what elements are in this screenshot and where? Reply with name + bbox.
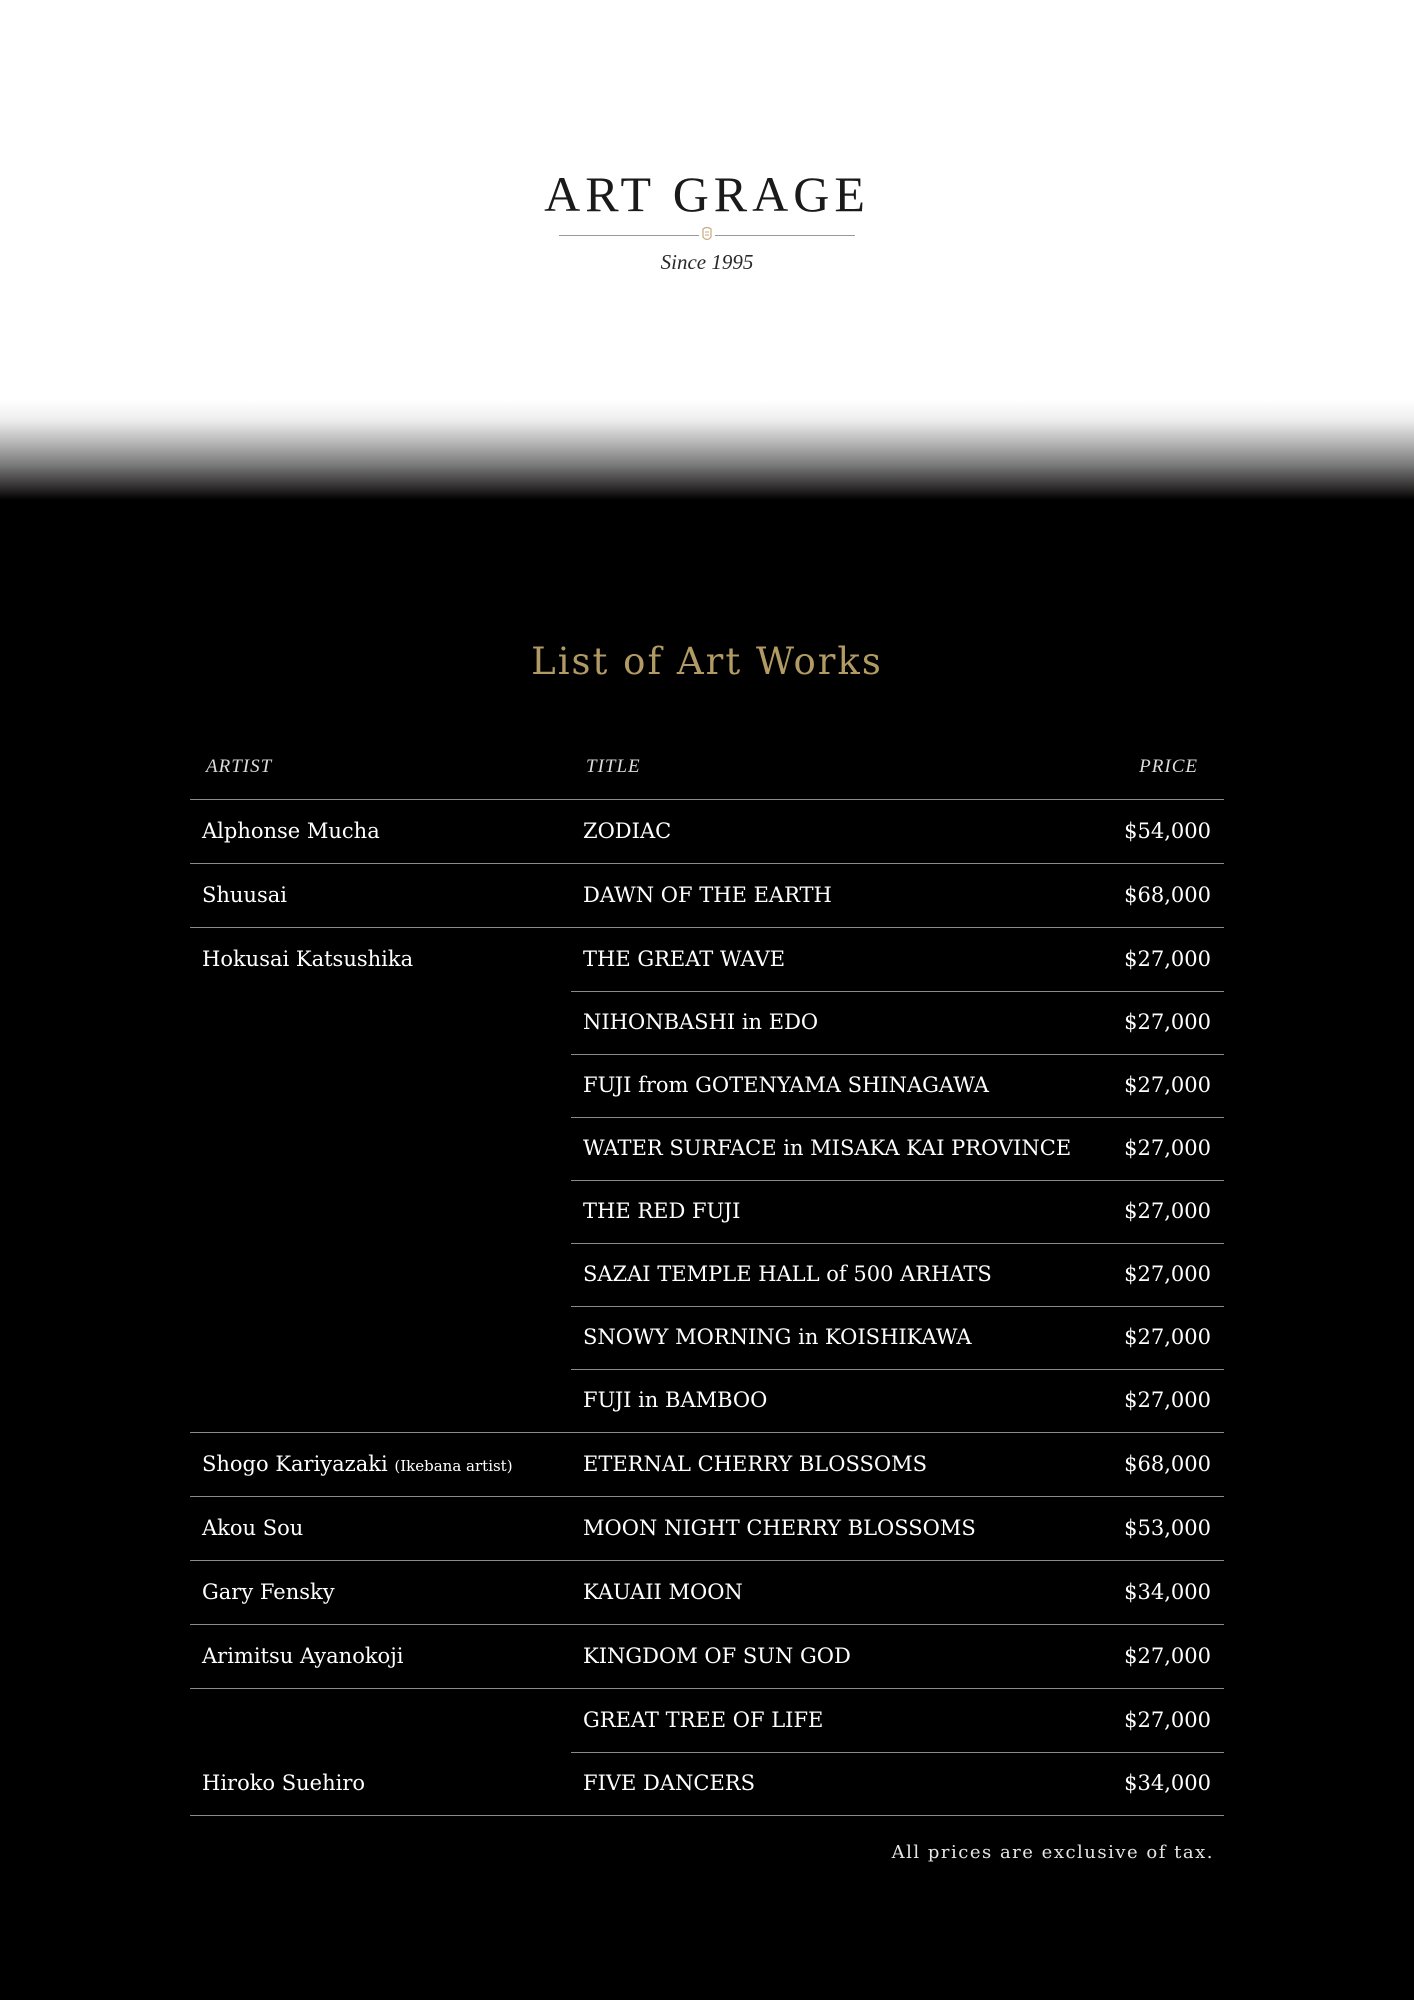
artist-name: Hiroko Suehiro: [202, 1771, 366, 1795]
title-cell: SNOWY MORNING in KOISHIKAWA: [583, 1325, 972, 1349]
title-cell: ZODIAC: [583, 819, 672, 843]
price-cell: $34,000: [1124, 1580, 1211, 1604]
table-row: [190, 1561, 1224, 1625]
table-row: [190, 1054, 1224, 1117]
header-band: [0, 0, 1414, 500]
title-cell: MOON NIGHT CHERRY BLOSSOMS: [583, 1516, 976, 1540]
title-cell: THE GREAT WAVE: [583, 947, 786, 971]
table-body: [190, 800, 1224, 1816]
table-header: [190, 740, 1224, 800]
title-cell: DAWN OF THE EARTH: [583, 883, 832, 907]
artist-cell: [202, 1497, 303, 1560]
table-row: [190, 1369, 1224, 1433]
table-row: [190, 864, 1224, 928]
table-row: [190, 991, 1224, 1054]
artist-name: Shogo Kariyazaki: [202, 1452, 388, 1476]
artist-cell: [202, 864, 287, 927]
price-cell: $27,000: [1124, 1262, 1211, 1286]
page-title: List of Art Works: [531, 640, 883, 683]
price-cell: $27,000: [1124, 947, 1211, 971]
logo-divider: [559, 222, 855, 244]
title-cell: KINGDOM OF SUN GOD: [583, 1644, 851, 1668]
logo-since: Since 1995: [660, 250, 754, 274]
logo-name: ART GRAGE: [544, 166, 870, 222]
column-header-artist: ARTIST: [206, 756, 273, 777]
table-row: [190, 1497, 1224, 1561]
artist-cell: [202, 1625, 403, 1688]
title-cell: GREAT TREE OF LIFE: [583, 1708, 824, 1732]
table-row: [190, 928, 1224, 991]
artworks-table: [190, 740, 1224, 1816]
artist-name: Gary Fensky: [202, 1580, 335, 1604]
price-cell: $27,000: [1124, 1010, 1211, 1034]
price-cell: $34,000: [1124, 1771, 1211, 1795]
title-cell: NIHONBASHI in EDO: [583, 1010, 819, 1034]
column-header-title: TITLE: [586, 756, 641, 777]
table-row: [190, 1625, 1224, 1689]
price-cell: $27,000: [1124, 1073, 1211, 1097]
artist-note: (Ikebana artist): [394, 1457, 513, 1475]
price-cell: $27,000: [1124, 1388, 1211, 1412]
tax-note: All prices are exclusive of tax.: [891, 1842, 1214, 1863]
title-cell: SAZAI TEMPLE HALL of 500 ARHATS: [583, 1262, 992, 1286]
artist-cell: [202, 928, 413, 991]
title-cell: ETERNAL CHERRY BLOSSOMS: [583, 1452, 927, 1476]
table-row: [190, 1180, 1224, 1243]
logo: [0, 168, 1414, 275]
table-row: [190, 1243, 1224, 1306]
title-cell: KAUAII MOON: [583, 1580, 743, 1604]
artist-name: Shuusai: [202, 883, 287, 907]
artist-cell: [202, 800, 380, 863]
artist-name: Akou Sou: [202, 1516, 304, 1540]
title-cell: THE RED FUJI: [583, 1199, 741, 1223]
crest-emblem-icon: [699, 225, 715, 245]
price-cell: $27,000: [1124, 1644, 1211, 1668]
title-cell: FUJI in BAMBOO: [583, 1388, 768, 1412]
column-header-price: PRICE: [1139, 756, 1198, 777]
price-cell: $54,000: [1124, 819, 1211, 843]
artist-name: Arimitsu Ayanokoji: [202, 1644, 404, 1668]
table-row: [190, 1689, 1224, 1752]
table-row: [190, 1433, 1224, 1497]
price-cell: $27,000: [1124, 1199, 1211, 1223]
title-cell: WATER SURFACE in MISAKA KAI PROVINCE: [583, 1136, 1072, 1160]
price-cell: $68,000: [1124, 883, 1211, 907]
table-row: [190, 800, 1224, 864]
table-row: [190, 1752, 1224, 1816]
price-cell: $27,000: [1124, 1136, 1211, 1160]
price-cell: $27,000: [1124, 1708, 1211, 1732]
price-cell: $53,000: [1124, 1516, 1211, 1540]
price-cell: $27,000: [1124, 1325, 1211, 1349]
artist-name: Hokusai Katsushika: [202, 947, 414, 971]
title-cell: FUJI from GOTENYAMA SHINAGAWA: [583, 1073, 989, 1097]
artist-cell: [202, 1752, 365, 1815]
title-cell: FIVE DANCERS: [583, 1771, 756, 1795]
price-cell: $68,000: [1124, 1452, 1211, 1476]
artist-cell: [202, 1433, 513, 1498]
table-row: [190, 1306, 1224, 1369]
table-row: [190, 1117, 1224, 1180]
artist-cell: [202, 1561, 335, 1624]
artist-name: Alphonse Mucha: [202, 819, 380, 843]
